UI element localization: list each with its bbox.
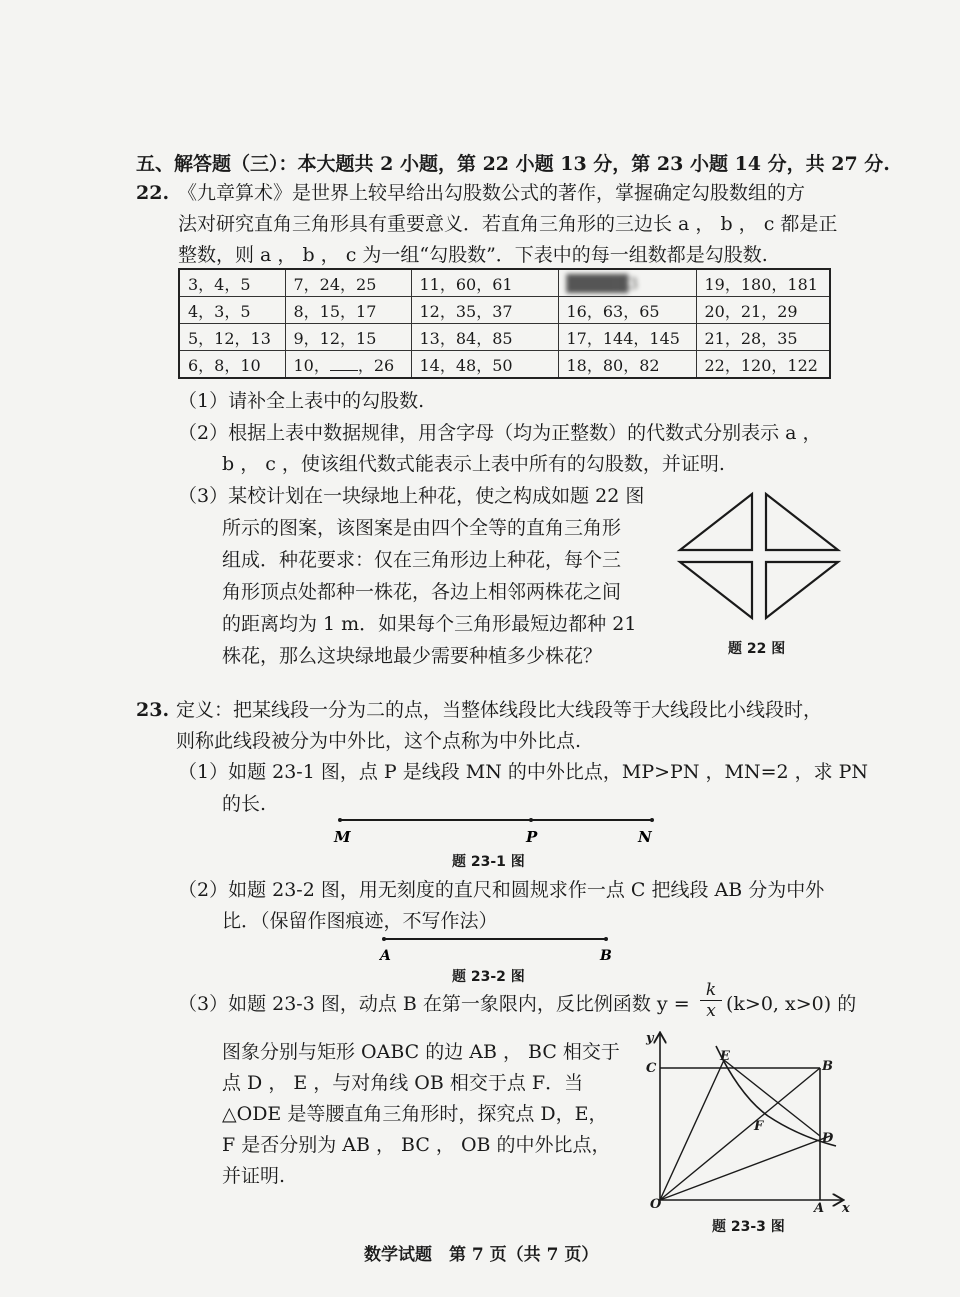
label-a: A — [380, 948, 391, 964]
triangle-bottom-left — [680, 562, 752, 618]
table-row — [179, 324, 830, 351]
table-cell: 17，144，145 — [558, 324, 696, 351]
table-cell: 8，15，17 — [285, 297, 411, 324]
cell-suffix: ，26 — [357, 355, 395, 375]
fraction-numerator: k — [705, 980, 717, 1000]
q22-part3-line1: （3）某校计划在一块绿地上种花，使之构成如题 22 图 — [178, 485, 645, 507]
q23-part1-line1: （1）如题 23-1 图，点 P 是线段 MN 的中外比点，MP>PN ，MN=2 ，求 PN — [178, 761, 869, 783]
fraction-denominator: x — [700, 1000, 722, 1021]
section-heading: 五、解答题（三）：本大题共 2 小题，第 22 小题 13 分，第 23 小题 14 分，共 27 分. — [136, 153, 890, 175]
q23-part3-line1-a: （3）如题 23-3 图，动点 B 在第一象限内，反比例函数 y = — [178, 993, 690, 1015]
q23-part3-line3: 点 D ， E ，与对角线 OB 相交于点 F．当 — [222, 1072, 584, 1094]
table-cell: 9，12，15 — [285, 324, 411, 351]
fill-in-blank — [330, 356, 358, 371]
label-d: D — [822, 1131, 834, 1146]
label-m: M — [334, 828, 351, 846]
table-cell: 18，80，82 — [558, 351, 696, 379]
q22-part3-line3: 组成．种花要求：仅在三角形边上种花，每个三 — [222, 549, 622, 571]
figure-23-2-caption: 题 23-2 图 — [452, 969, 525, 985]
triangle-bottom-right — [766, 562, 838, 618]
figure-23-1 — [330, 812, 660, 848]
triangle-top-right — [766, 494, 838, 550]
question-22-number: 22. — [136, 182, 170, 204]
table-cell: 11，60，61 — [411, 269, 558, 297]
q22-part3-line4: 角形顶点处都种一株花，各边上相邻两株花之间 — [222, 581, 622, 603]
q23-part3-line1-b: (k>0, x>0) 的 — [726, 993, 857, 1015]
label-a: A — [814, 1201, 825, 1216]
label-n: N — [638, 828, 652, 846]
fraction-k-over-x — [700, 980, 722, 1021]
label-x: x — [842, 1201, 850, 1216]
table-cell: 12，35，37 — [411, 297, 558, 324]
segment-ed — [724, 1060, 820, 1136]
q22-intro-line2: 法对研究直角三角形具有重要意义．若直角三角形的三边长 a ， b ， c 都是正 — [178, 213, 838, 235]
label-p: P — [526, 828, 538, 846]
q22-part3-line2: 所示的图案，该图案是由四个全等的直角三角形 — [222, 517, 622, 539]
table-cell: 7，24，25 — [285, 269, 411, 297]
label-y: y — [646, 1031, 654, 1046]
table-row — [179, 297, 830, 324]
label-f: F — [754, 1119, 764, 1134]
label-o: O — [650, 1197, 662, 1212]
figure-23-1-caption: 题 23-1 图 — [452, 854, 525, 870]
figure-23-2 — [376, 932, 616, 964]
q23-part1-line2: 的长. — [222, 793, 267, 815]
q23-def-line2: 则称此线段被分为中外比，这个点称为中外比点. — [176, 730, 582, 752]
table-cell: 6，8，10 — [179, 351, 285, 379]
figure-23-3 — [636, 1024, 858, 1216]
label-c: C — [646, 1061, 657, 1076]
q22-intro-line3: 整数，则 a ， b ， c 为一组“勾股数”．下表中的每一组数都是勾股数. — [178, 244, 768, 266]
table-row — [179, 351, 830, 379]
page-footer: 数学试题 第 7 页（共 7 页） — [364, 1245, 599, 1265]
figure-22-caption: 题 22 图 — [728, 641, 786, 657]
q23-def-line1: 定义：把某线段一分为二的点，当整体线段比大线段等于大线段比小线段时， — [176, 699, 823, 721]
table-cell: 16，63，65 — [558, 297, 696, 324]
q22-part2-line1: （2）根据上表中数据规律，用含字母（均为正整数）的代数式分别表示 a ， — [178, 422, 822, 444]
q23-part2-line2: 比．（保留作图痕迹，不写作法） — [222, 910, 498, 932]
table-cell: 5，12，13 — [179, 324, 285, 351]
figure-23-3-caption: 题 23-3 图 — [712, 1219, 785, 1235]
table-cell: 14，48，50 — [411, 351, 558, 379]
table-cell-obscured — [558, 269, 696, 297]
q23-part3-line4: △ODE 是等腰直角三角形时，探究点 D，E， — [222, 1103, 608, 1125]
pythagorean-triples-table — [178, 268, 831, 379]
q22-part1: （1）请补全上表中的勾股数. — [178, 390, 425, 412]
label-e: E — [720, 1049, 730, 1064]
q23-part2-line1: （2）如题 23-2 图，用无刻度的直尺和圆规求作一点 C 把线段 AB 分为中外 — [178, 879, 825, 901]
question-23-number: 23. — [136, 699, 170, 721]
table-cell: 22，120，122 — [696, 351, 830, 379]
table-cell: 19，180，181 — [696, 269, 830, 297]
hyperbola-curve — [716, 1046, 836, 1146]
table-cell: 20，21，29 — [696, 297, 830, 324]
q23-part3-line6: 并证明. — [222, 1165, 286, 1187]
q22-part3-line6: 株花，那么这块绿地最少需要种植多少株花？ — [222, 645, 603, 667]
q22-part3-line5: 的距离均为 1 m．如果每个三角形最短边都种 21 — [222, 613, 637, 635]
table-cell: 13，84，85 — [411, 324, 558, 351]
table-cell: 3，4，5 — [179, 269, 285, 297]
table-row — [179, 269, 830, 297]
table-cell: 21，28，35 — [696, 324, 830, 351]
q23-part3-line2: 图象分别与矩形 OABC 的边 AB ， BC 相交于 — [222, 1041, 620, 1063]
triangle-top-left — [680, 494, 752, 550]
q22-intro-line1: 《九章算术》是世界上较早给出勾股数公式的著作，掌握确定勾股数组的方 — [178, 182, 806, 204]
table-cell: 4，3，5 — [179, 297, 285, 324]
figure-22-triangles — [674, 488, 846, 626]
label-b: B — [822, 1059, 833, 1074]
cell-prefix: 10， — [293, 355, 330, 375]
obscured-text: █████3 — [566, 273, 639, 293]
q23-part3-line5: F 是否分别为 AB ， BC ， OB 的中外比点， — [222, 1134, 611, 1156]
label-b: B — [600, 948, 612, 964]
table-cell-with-blank — [285, 351, 411, 379]
q22-part2-line2: b ， c ，使该组代数式能表示上表中所有的勾股数，并证明. — [222, 453, 725, 475]
